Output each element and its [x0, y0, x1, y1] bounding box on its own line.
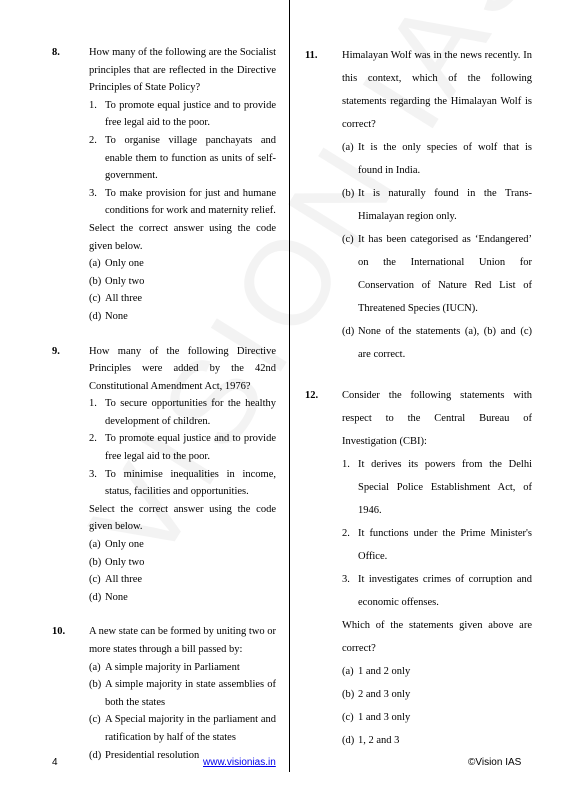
option-text: Only two — [105, 275, 145, 287]
right-column — [305, 44, 532, 752]
statement-item — [89, 132, 276, 185]
option-d — [89, 589, 276, 607]
question-stem: A new state can be formed by uniting two or more states through a bill passed by: — [89, 626, 276, 655]
statement-item — [89, 395, 276, 430]
option-text: 1 and 3 only — [358, 712, 411, 723]
option-text: Only one — [105, 258, 144, 270]
option-text: 1 and 2 only — [358, 666, 411, 677]
option-text: A simple majority in state assemblies of both the states — [105, 679, 276, 708]
option-text: It is naturally found in the Trans-Himalayan region only. — [358, 188, 532, 222]
statement-item — [89, 97, 276, 132]
statement-list — [89, 395, 276, 501]
left-column — [52, 44, 276, 764]
option-text: Only two — [105, 556, 145, 568]
statement-list — [89, 97, 276, 220]
statement-text: To promote equal justice and to provide free legal aid to the poor. — [105, 433, 276, 463]
option-list — [89, 536, 276, 606]
option-c — [342, 228, 532, 320]
option-label: (d) — [342, 326, 355, 337]
option-label: (c) — [89, 574, 101, 586]
statement-number: 1. — [89, 398, 97, 410]
question-12 — [305, 384, 532, 752]
option-label: (b) — [89, 556, 102, 568]
option-d — [342, 320, 532, 366]
question-stem: How many of the following Directive Principles were added by the 42nd Constitutional Amendment Act, 1976? — [89, 345, 276, 392]
option-text: It is the only species of wolf that is found in India. — [358, 142, 532, 176]
option-text: Only one — [105, 539, 144, 551]
question-number: 9. — [52, 345, 60, 357]
question-10 — [52, 623, 276, 764]
option-text: All three — [105, 574, 143, 586]
statement-item — [342, 522, 532, 568]
question-11 — [305, 44, 532, 366]
statement-text: To make provision for just and humane conditions for work and maternity relief. — [105, 187, 276, 217]
statement-number: 2. — [89, 433, 97, 445]
statement-item — [342, 453, 532, 522]
option-list — [89, 255, 276, 325]
option-c — [89, 290, 276, 308]
option-label: (d) — [89, 591, 102, 603]
statement-text: To organise village panchayats and enable them to function as units of self-government. — [105, 134, 276, 182]
option-b — [89, 554, 276, 572]
statement-item — [89, 185, 276, 220]
statement-number: 1. — [89, 99, 97, 111]
option-label: (d) — [89, 310, 102, 322]
option-a — [342, 136, 532, 182]
option-label: (d) — [342, 735, 355, 746]
option-label: (b) — [342, 689, 355, 700]
option-c — [89, 711, 276, 746]
question-number: 8. — [52, 47, 60, 58]
option-label: (a) — [342, 666, 354, 677]
statement-text: It derives its powers from the Delhi Special Police Establishment Act, of 1946. — [358, 459, 532, 516]
question-number: 10. — [52, 626, 66, 638]
option-label: (b) — [89, 679, 102, 691]
option-b — [342, 683, 532, 706]
statement-text: To promote equal justice and to provide free legal aid to the poor. — [105, 99, 276, 129]
option-list — [342, 660, 532, 752]
option-label: (c) — [342, 712, 354, 723]
option-text: Presidential resolution — [105, 749, 200, 761]
option-a — [342, 660, 532, 683]
option-label: (d) — [89, 749, 102, 761]
question-8 — [52, 44, 276, 326]
statement-number: 2. — [89, 134, 97, 146]
statement-list — [342, 453, 532, 614]
question-instruction: Select the correct answer using the code given below. — [89, 222, 276, 252]
option-label: (a) — [89, 539, 101, 551]
option-a — [89, 536, 276, 554]
statement-number: 3. — [89, 187, 97, 199]
statement-item — [89, 430, 276, 465]
option-b — [342, 182, 532, 228]
option-label: (c) — [89, 714, 101, 726]
option-text: None — [105, 310, 128, 322]
website-link[interactable]: www.visionias.in — [203, 757, 276, 768]
statement-text: It functions under the Prime Minister's Office. — [358, 528, 532, 562]
option-text: None — [105, 591, 128, 603]
statement-text: To secure opportunities for the healthy development of children. — [105, 398, 276, 427]
statement-text: It investigates crimes of corruption and economic offenses. — [358, 574, 532, 608]
option-label: (c) — [89, 293, 101, 305]
column-divider — [289, 0, 290, 772]
copyright-text: ©Vision IAS — [468, 757, 522, 768]
statement-number: 3. — [342, 574, 350, 585]
option-label: (a) — [342, 142, 354, 153]
option-list — [89, 659, 276, 765]
option-d — [342, 729, 532, 752]
option-text: A Special majority in the parliament and ratification by half of the states — [105, 714, 276, 743]
option-list — [342, 136, 532, 366]
option-text: 1, 2 and 3 — [358, 735, 400, 746]
statement-item — [342, 568, 532, 614]
question-9 — [52, 343, 276, 607]
option-label: (b) — [342, 188, 355, 199]
option-a — [89, 659, 276, 677]
question-stem: Himalayan Wolf was in the news recently. In this context, which of the following statements regarding the Himalayan Wolf is correct? — [342, 50, 532, 130]
statement-text: To minimise inequalities in income, status, facilities and opportunities. — [105, 468, 276, 498]
option-text: All three — [105, 293, 143, 305]
option-label: (a) — [89, 258, 101, 270]
statement-number: 3. — [89, 468, 97, 480]
question-number: 11. — [305, 50, 318, 61]
question-instruction: Which of the statements given above are correct? — [342, 620, 532, 654]
option-text: 2 and 3 only — [358, 689, 411, 700]
question-number: 12. — [305, 390, 319, 401]
question-stem: Consider the following statements with respect to the Central Bureau of Investigation (CBI): — [342, 390, 532, 447]
option-d — [89, 308, 276, 326]
question-stem: How many of the following are the Socialist principles that are reflected in the Directive Principles of State Policy? — [89, 47, 276, 94]
option-text: None of the statements (a), (b) and (c) are correct. — [358, 326, 532, 360]
option-text: A simple majority in Parliament — [105, 661, 240, 673]
option-c — [342, 706, 532, 729]
option-b — [89, 273, 276, 291]
option-b — [89, 676, 276, 711]
option-text: It has been categorised as ‘Endangered’ on the International Union for Conservation of Nature Red List of Threatened Species (IUCN). — [358, 234, 532, 314]
option-label: (c) — [342, 234, 354, 245]
option-c — [89, 571, 276, 589]
page-number: 4 — [52, 757, 58, 768]
question-instruction: Select the correct answer using the code given below. — [89, 503, 276, 533]
statement-item — [89, 466, 276, 501]
option-label: (b) — [89, 275, 102, 287]
option-label: (a) — [89, 661, 101, 673]
statement-number: 2. — [342, 528, 350, 539]
statement-number: 1. — [342, 459, 350, 470]
option-a — [89, 255, 276, 273]
